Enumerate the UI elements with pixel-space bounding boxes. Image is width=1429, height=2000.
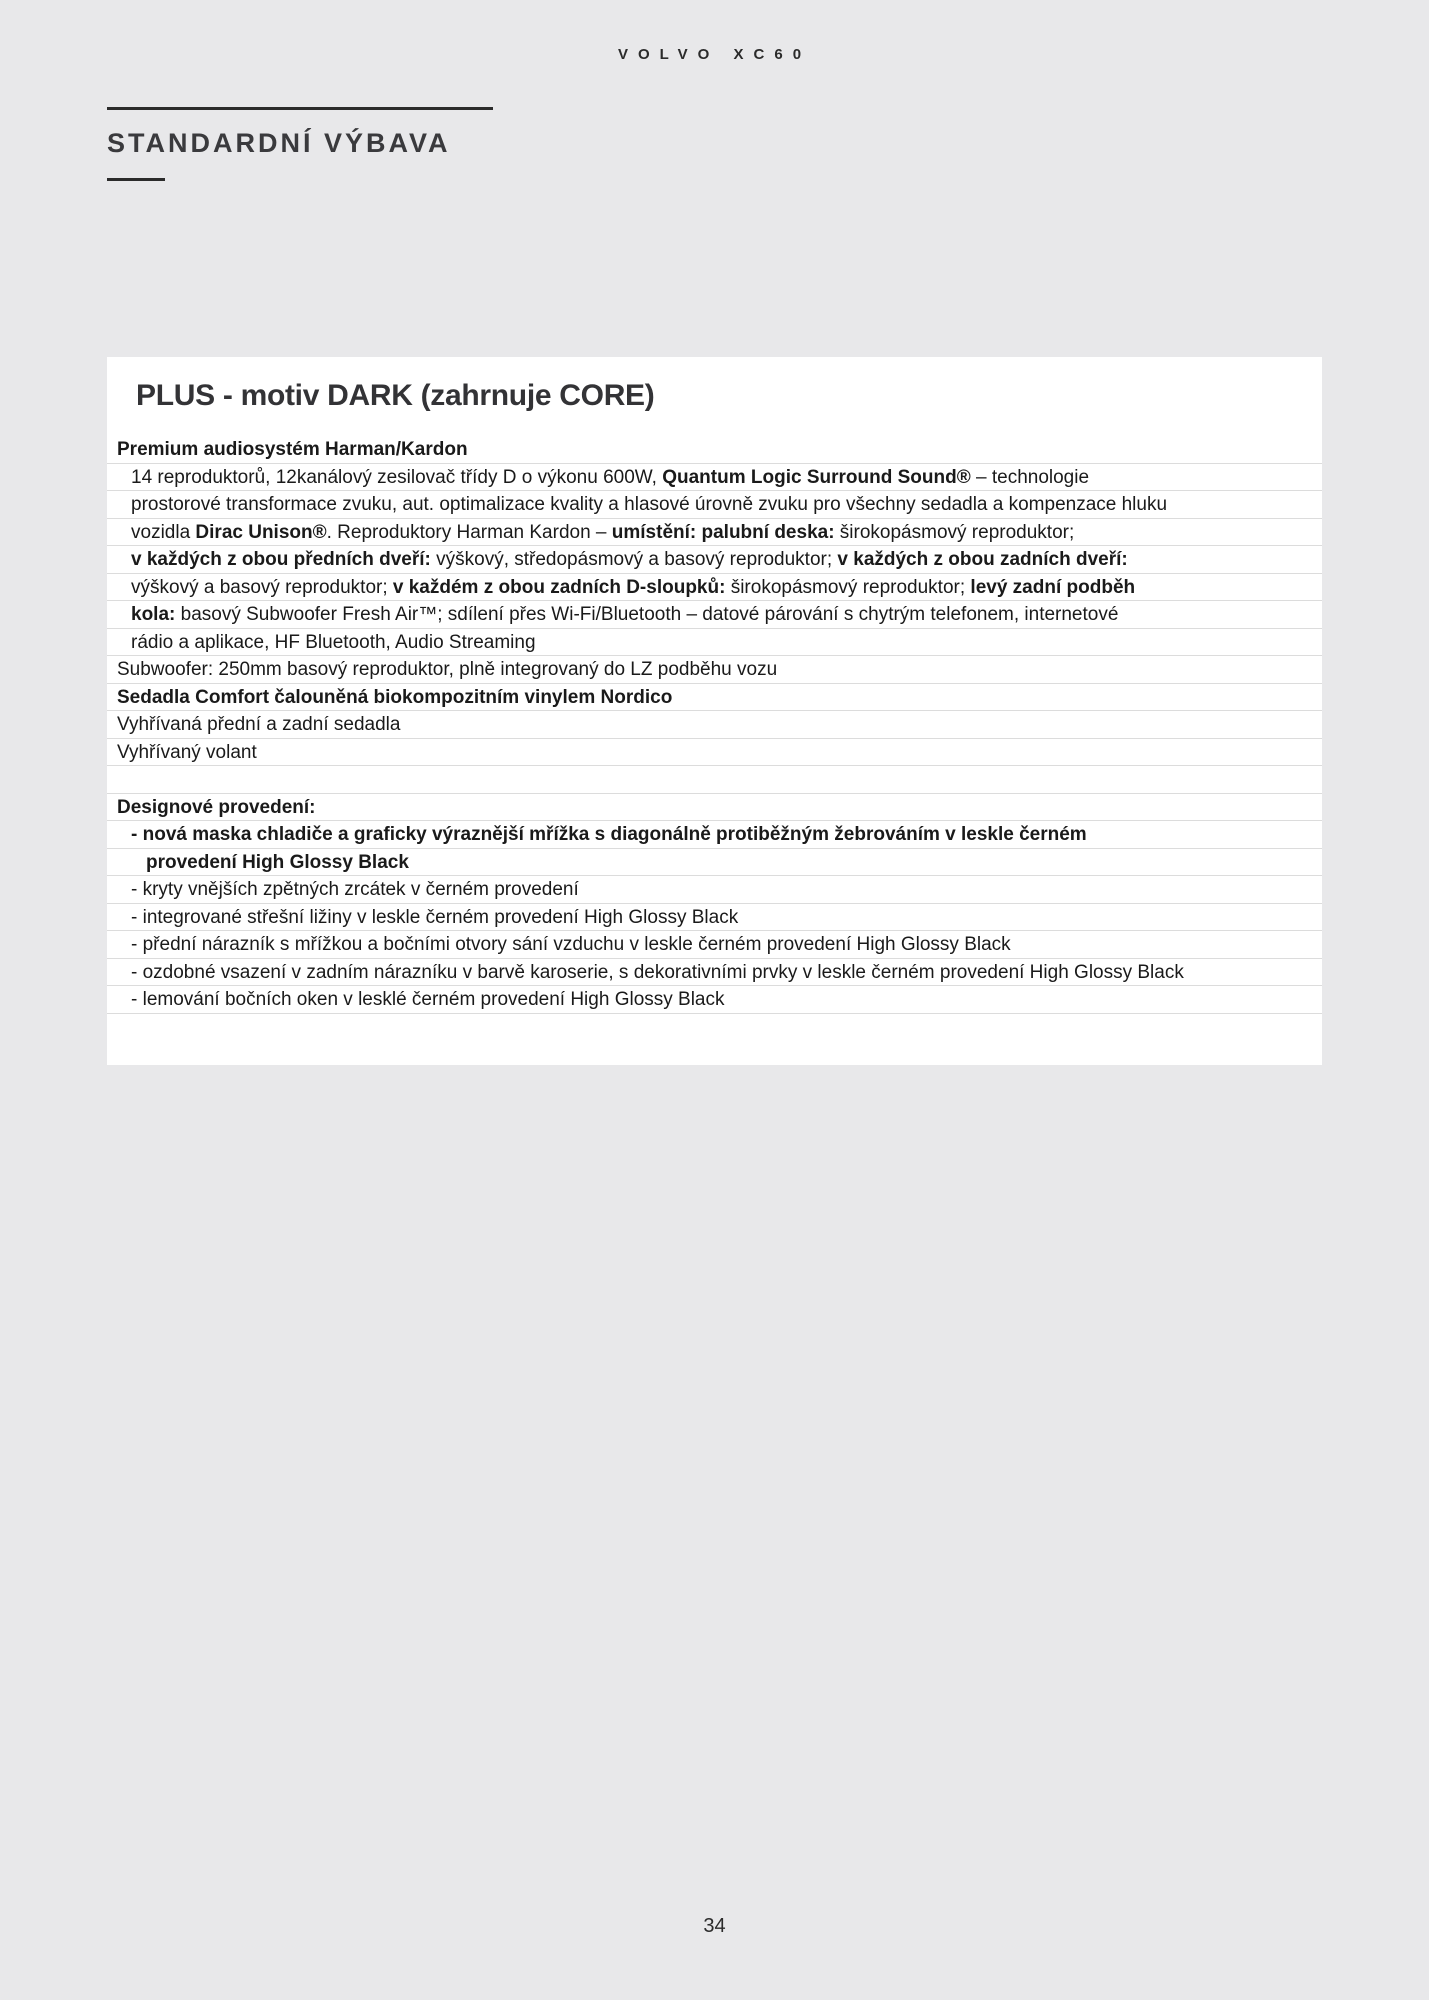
section-title: STANDARDNÍ VÝBAVA (107, 128, 451, 158)
equipment-list (107, 436, 1322, 1014)
page-number: 34 (703, 1915, 726, 1937)
audio-line-1 (107, 464, 1322, 492)
text: výškový, středopásmový a basový reproduktor; (430, 549, 838, 570)
text: – technologie (970, 466, 1090, 488)
text-bold: Quantum Logic Surround Sound® (662, 466, 971, 488)
text-bold: Dirac Unison® (195, 521, 327, 543)
text: vozidla (131, 521, 196, 543)
audio-heading: Premium audiosystém Harman/Kardon (107, 436, 1322, 464)
blank-row (107, 766, 1322, 794)
design-item-1: - nová maska chladiče a graficky výraznější mřížka s diagonálně protiběžným žebrováním v leskle černém (107, 821, 1322, 849)
seats-row: Sedadla Comfort čalouněná biokompozitním vinylem Nordico (107, 684, 1322, 712)
brand-header: VOLVO XC60 (617, 46, 812, 63)
text: širokopásmový reproduktor; (834, 521, 1075, 543)
design-item-2: - kryty vnějších zpětných zrcátek v černém provedení (107, 876, 1322, 904)
design-item-1-cont: provedení High Glossy Black (107, 849, 1322, 877)
audio-line-2: prostorové transformace zvuku, aut. optimalizace kvality a hlasové úrovně zvuku pro všechny sedadla a kompenzace hluku (107, 491, 1322, 519)
text: . Reproduktory Harman Kardon – (326, 521, 612, 543)
design-heading: Designové provedení: (107, 794, 1322, 822)
audio-line-4 (107, 546, 1322, 574)
heated-seats-row: Vyhřívaná přední a zadní sedadla (107, 711, 1322, 739)
design-item-3: - integrované střešní ližiny v leskle černém provedení High Glossy Black (107, 904, 1322, 932)
audio-line-7: rádio a aplikace, HF Bluetooth, Audio Streaming (107, 629, 1322, 657)
text-bold: v každých z obou zadních dveří: (837, 549, 1128, 570)
design-item-6: - lemování bočních oken v lesklé černém provedení High Glossy Black (107, 986, 1322, 1014)
text: výškový a basový reproduktor; (131, 576, 393, 598)
text: 14 reproduktorů, 12kanálový zesilovač třídy D o výkonu 600W, (131, 466, 663, 488)
design-item-4: - přední nárazník s mřížkou a bočními otvory sání vzduchu v leskle černém provedení High Glossy Black (107, 931, 1322, 959)
audio-line-6 (107, 601, 1322, 629)
subwoofer-row: Subwoofer: 250mm basový reproduktor, plně integrovaný do LZ podběhu vozu (107, 656, 1322, 684)
text-bold: umístění: palubní deska: (611, 521, 835, 543)
text-bold: kola: (131, 604, 176, 625)
text-bold: v každém z obou zadních D-sloupků: (392, 576, 726, 598)
top-divider (107, 107, 493, 110)
card-title: PLUS - motiv DARK (zahrnuje CORE) (136, 379, 655, 412)
audio-line-3 (107, 519, 1322, 547)
text: basový Subwoofer Fresh Air™; sdílení přes Wi-Fi/Bluetooth – datové párování s chytrým telefonem, internetové (175, 604, 1119, 625)
audio-line-5 (107, 574, 1322, 602)
design-item-5: - ozdobné vsazení v zadním nárazníku v barvě karoserie, s dekorativními prvky v leskle černém provedení High Glossy Black (107, 959, 1322, 987)
equipment-card (107, 357, 1322, 1065)
text: širokopásmový reproduktor; (725, 576, 971, 598)
heated-wheel-row: Vyhřívaný volant (107, 739, 1322, 767)
title-underline (107, 178, 165, 181)
text-bold: levý zadní podběh (970, 576, 1136, 598)
text-bold: v každých z obou předních dveří: (131, 549, 431, 570)
